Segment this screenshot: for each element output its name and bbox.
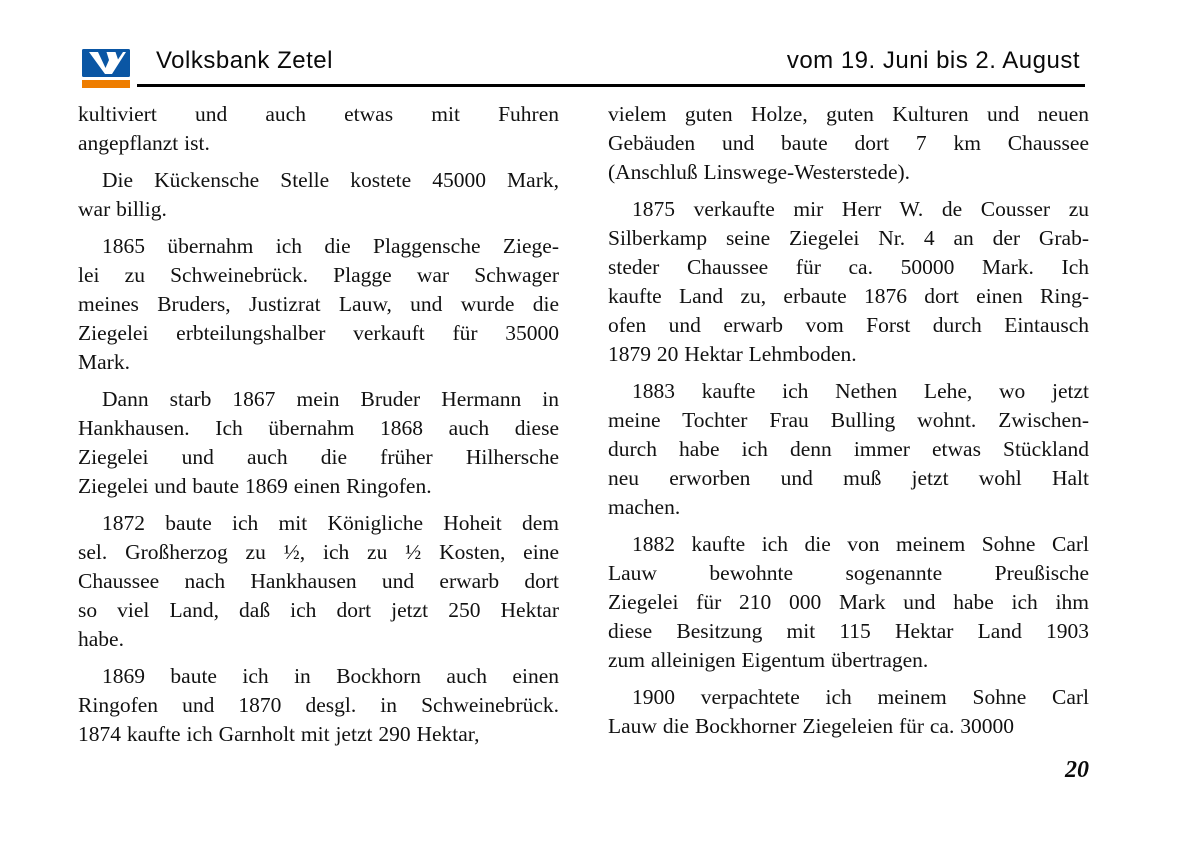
text-line: Silberkamp seine Ziegelei Nr. 4 an der Grab- [608, 226, 1089, 250]
text-line: so viel Land, daß ich dort jetzt 250 Hektar [78, 598, 559, 622]
right-column [608, 100, 1089, 749]
page-number: 20 [1065, 757, 1089, 783]
text-line: 1872 baute ich mit Königliche Hoheit dem [102, 511, 559, 535]
text-body [78, 100, 1091, 749]
text-line: Lauw die Bockhorner Ziegeleien für ca. 30000 [608, 714, 1014, 738]
text-line: Lauw bewohnte sogenannte Preußische [608, 561, 1089, 585]
left-column [78, 100, 559, 749]
text-line: 1874 kaufte ich Garnholt mit jetzt 290 Hektar, [78, 722, 480, 746]
text-line: 1875 verkaufte mir Herr W. de Cousser zu [632, 197, 1089, 221]
text-line: 1865 übernahm ich die Plaggensche Ziege- [102, 234, 559, 258]
logo-orange-bar [82, 80, 130, 88]
text-line: machen. [608, 495, 681, 519]
text-line: (Anschluß Linswege-Westerstede). [608, 160, 911, 184]
text-line: war billig. [78, 197, 167, 221]
paragraph [78, 385, 559, 501]
text-line: kultiviert und auch etwas mit Fuhren [78, 102, 559, 126]
text-line: Ziegelei und baute 1869 einen Ringofen. [78, 474, 432, 498]
text-line: diese Besitzung mit 115 Hektar Land 1903 [608, 619, 1089, 643]
text-line: Ringofen und 1870 desgl. in Schweinebrück. [78, 693, 559, 717]
text-line: 1869 baute ich in Bockhorn auch einen [102, 664, 559, 688]
text-line: meine Tochter Frau Bulling wohnt. Zwischen- [608, 408, 1089, 432]
text-line: Ziegelei erbteilungshalber verkauft für 35000 [78, 321, 559, 345]
header-rule [137, 84, 1085, 87]
volksbank-logo [82, 49, 130, 89]
text-line: 1879 20 Hektar Lehmboden. [608, 342, 857, 366]
text-line: sel. Großherzog zu ½, ich zu ½ Kosten, eine [78, 540, 559, 564]
text-line: neu erworben und muß jetzt wohl Halt [608, 466, 1089, 490]
text-line: Ziegelei und auch die früher Hilhersche [78, 445, 559, 469]
text-line: durch habe ich denn immer etwas Stückland [608, 437, 1089, 461]
text-line: Hankhausen. Ich übernahm 1868 auch diese [78, 416, 559, 440]
paragraph [78, 166, 559, 224]
text-line: kaufte Land zu, erbaute 1876 dort einen Ring- [608, 284, 1089, 308]
header-title: Volksbank Zetel [156, 47, 333, 74]
text-line: zum alleinigen Eigentum übertragen. [608, 648, 929, 672]
column-gap [559, 100, 608, 749]
paragraph [608, 100, 1089, 187]
paragraph [78, 100, 559, 158]
text-line: Ziegelei für 210 000 Mark und habe ich ihm [608, 590, 1089, 614]
text-line: Die Kückensche Stelle kostete 45000 Mark, [102, 168, 559, 192]
text-line: ofen und erwarb vom Forst durch Eintausch [608, 313, 1089, 337]
text-line: meines Bruders, Justizrat Lauw, und wurde die [78, 292, 559, 316]
paragraph [78, 662, 559, 749]
paragraph [608, 683, 1089, 741]
text-line: 1900 verpachtete ich meinem Sohne Carl [632, 685, 1089, 709]
paragraph [78, 232, 559, 377]
paragraph [608, 195, 1089, 369]
text-line: Gebäuden und baute dort 7 km Chaussee [608, 131, 1089, 155]
text-line: Mark. [78, 350, 130, 374]
text-line: Dann starb 1867 mein Bruder Hermann in [102, 387, 559, 411]
text-line: habe. [78, 627, 124, 651]
page-header [0, 0, 1189, 100]
text-line: steder Chaussee für ca. 50000 Mark. Ich [608, 255, 1089, 279]
volksbank-v-icon [82, 49, 130, 77]
paragraph [78, 509, 559, 654]
text-line: 1882 kaufte ich die von meinem Sohne Carl [632, 532, 1089, 556]
paragraph [608, 530, 1089, 675]
text-line: vielem guten Holze, guten Kulturen und neuen [608, 102, 1089, 126]
text-line: 1883 kaufte ich Nethen Lehe, wo jetzt [632, 379, 1089, 403]
text-line: lei zu Schweinebrück. Plagge war Schwager [78, 263, 559, 287]
text-line: angepflanzt ist. [78, 131, 210, 155]
paragraph [608, 377, 1089, 522]
text-line: Chaussee nach Hankhausen und erwarb dort [78, 569, 559, 593]
header-date-range: vom 19. Juni bis 2. August [786, 47, 1080, 74]
